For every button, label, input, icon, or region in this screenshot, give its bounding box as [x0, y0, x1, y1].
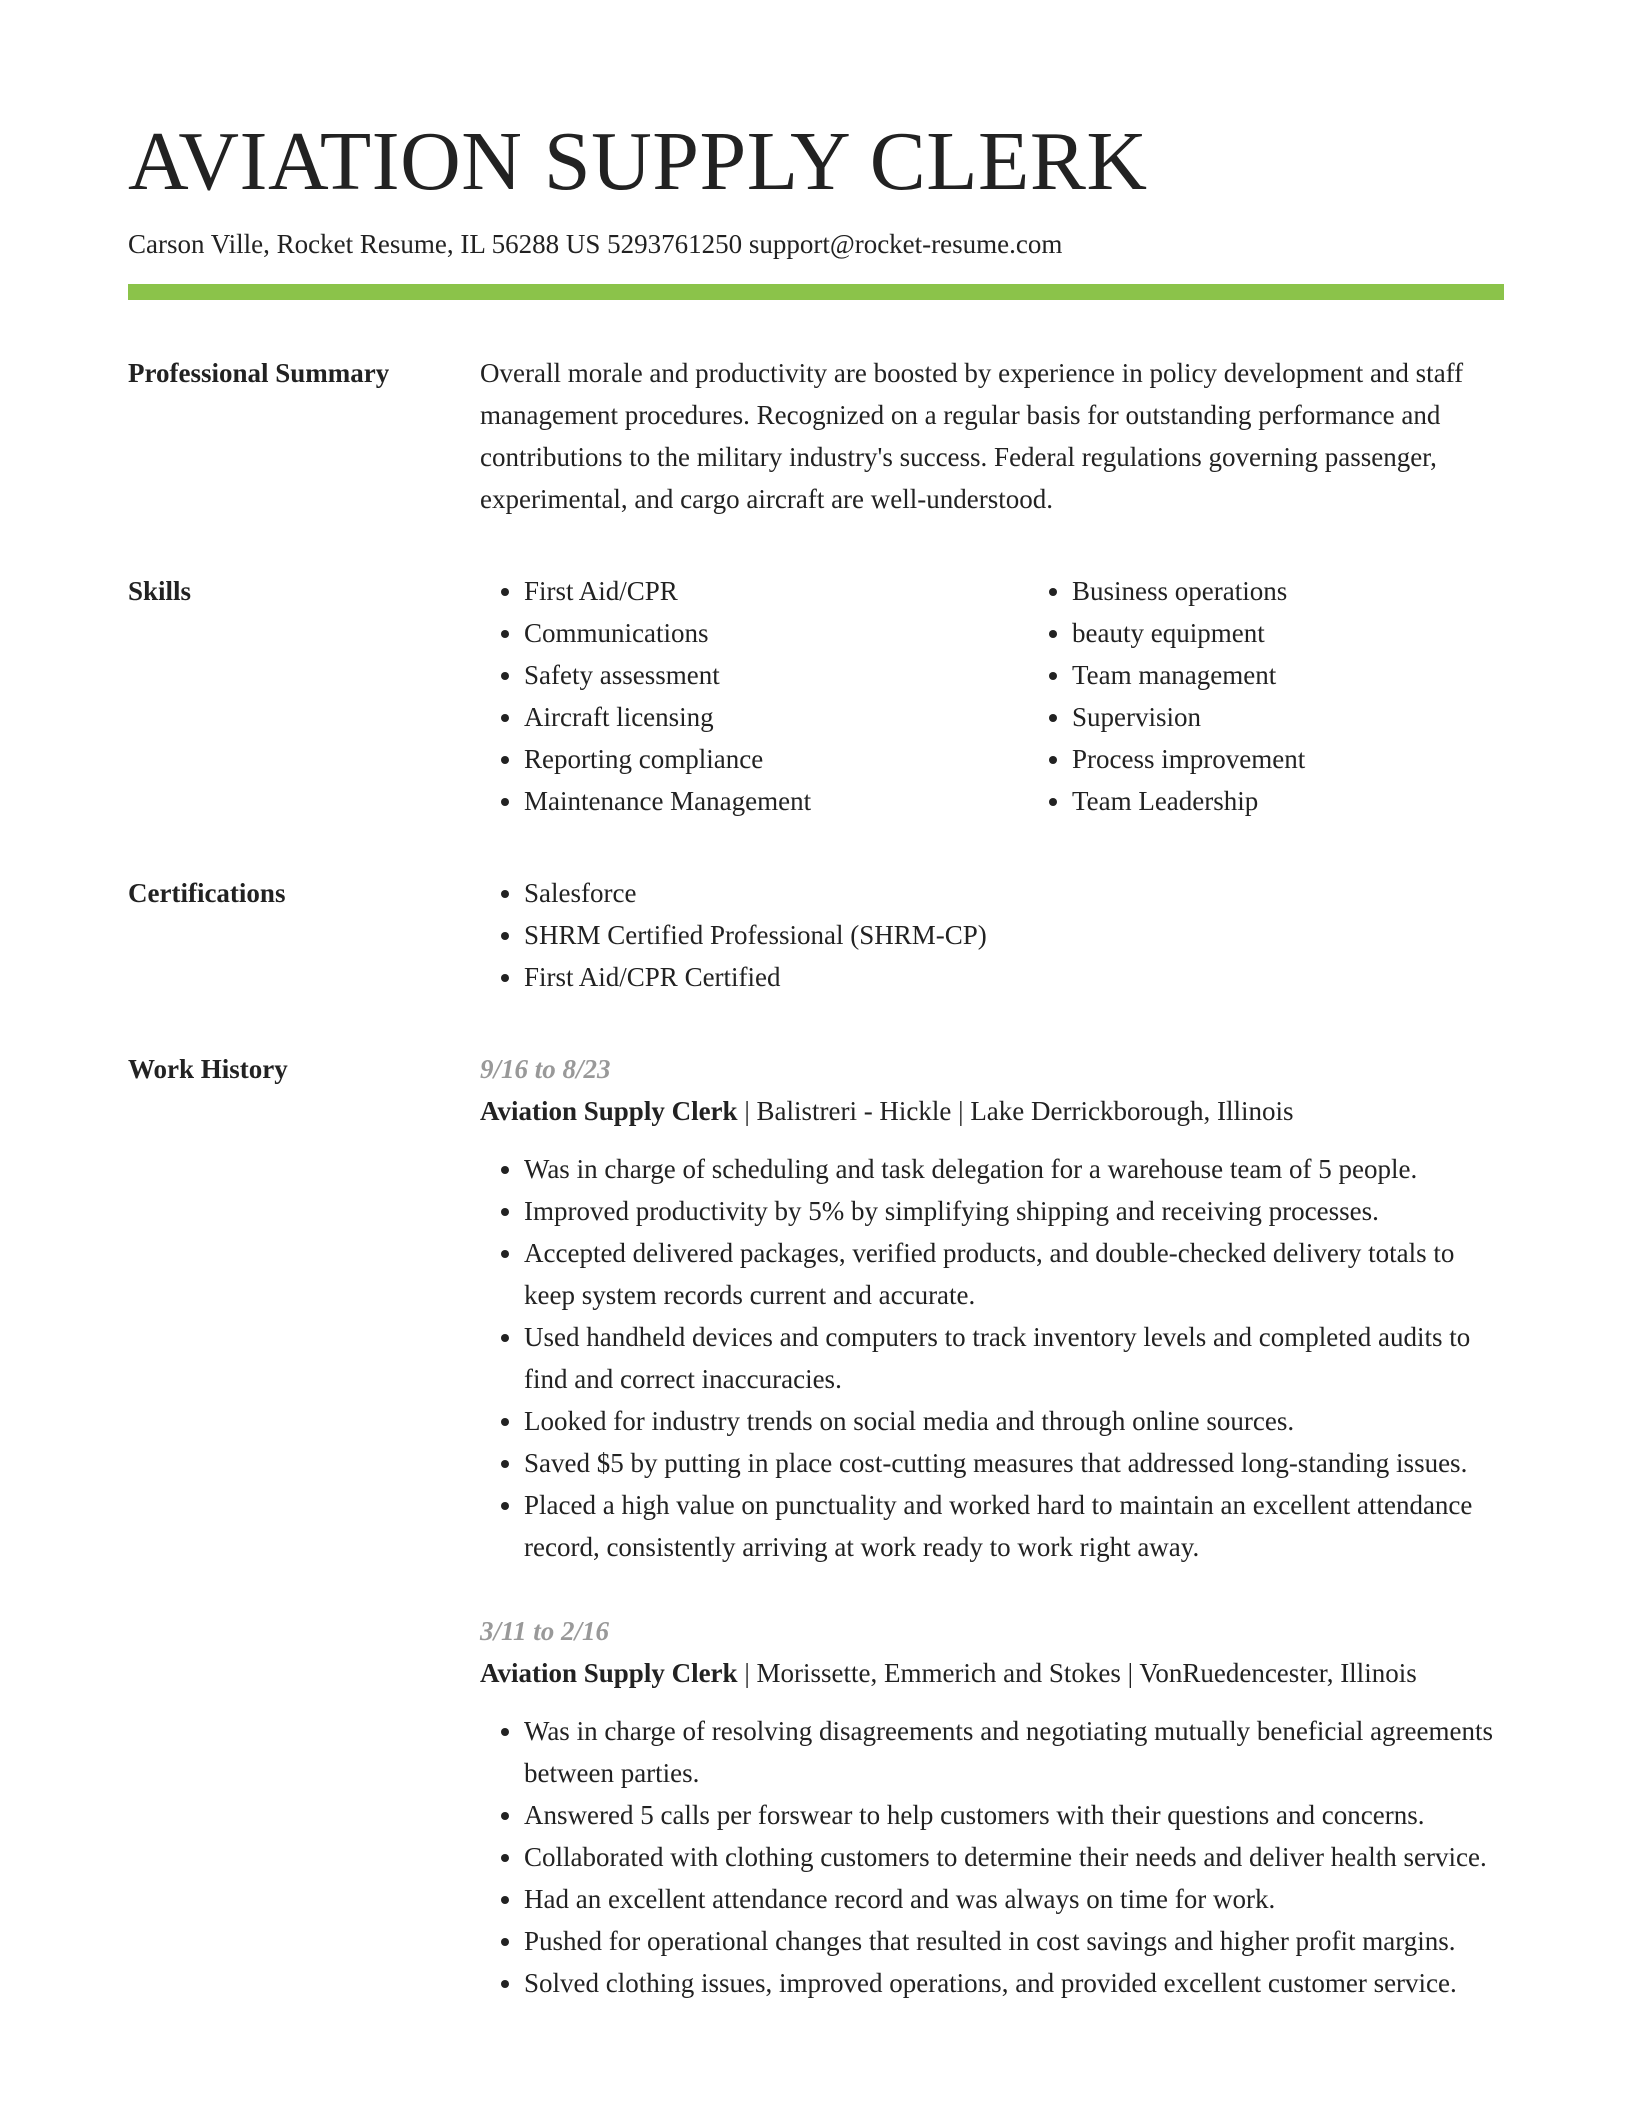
job-bullet-list — [480, 1710, 1504, 2004]
job-heading: Aviation Supply Clerk | Morissette, Emmerich and Stokes | VonRuedencester, Illinois — [480, 1658, 1417, 1689]
job-bullet: • Used handheld devices and computers to track inventory levels and completed audits to find and correct inaccuracies. — [524, 1316, 1504, 1400]
job-bullet: • Was in charge of scheduling and task delegation for a warehouse team of 5 people. — [524, 1148, 1504, 1190]
job-bullet: • Answered 5 calls per forswear to help customers with their questions and concerns. — [524, 1794, 1504, 1836]
section-title-summary: Professional Summary — [128, 358, 390, 389]
job-location: VonRuedencester, Illinois — [1139, 1658, 1417, 1689]
contact-address: Carson Ville, Rocket Resume, IL 56288 US — [128, 229, 601, 259]
section-body-certifications — [480, 872, 1504, 998]
job-bullet-list — [480, 1148, 1504, 1568]
certification-item: • Salesforce — [524, 872, 1504, 914]
section-skills — [128, 570, 1504, 822]
skill-item: • Process improvement — [1072, 738, 1504, 780]
contact-phone: 5293761250 — [607, 229, 743, 259]
job-bullet: • Collaborated with clothing customers to determine their needs and deliver health service. — [524, 1836, 1504, 1878]
skill-item: • Safety assessment — [524, 654, 1028, 696]
job-title: Aviation Supply Clerk — [480, 1658, 738, 1689]
resume-title: AVIATION SUPPLY CLERK — [128, 115, 1148, 208]
section-body-work-history — [480, 1048, 1504, 2004]
skills-list-left — [480, 570, 1028, 822]
skill-item: • Aircraft licensing — [524, 696, 1028, 738]
job-dates: 3/11 to 2/16 — [480, 1616, 610, 1647]
job-bullet: • Was in charge of resolving disagreements and negotiating mutually beneficial agreements between parties. — [524, 1710, 1504, 1794]
skill-item: • Supervision — [1072, 696, 1504, 738]
skill-item: • First Aid/CPR — [524, 570, 1028, 612]
summary-text: Overall morale and productivity are boosted by experience in policy development and staff management procedures. Recognized on a regular basis for outstanding performance and contributions to the military industry's success. Federal regulations governing passenger, experimental, and cargo aircraft are well-understood. — [480, 358, 1464, 515]
section-body-skills — [480, 570, 1504, 822]
job-bullet: • Placed a high value on punctuality and worked hard to maintain an excellent attendance record, consistently arriving at work ready to work right away. — [524, 1484, 1504, 1568]
job-bullet: • Had an excellent attendance record and was always on time for work. — [524, 1878, 1504, 1920]
job-company: Balistreri - Hickle — [756, 1096, 952, 1127]
section-title-work-history: Work History — [128, 1054, 288, 1085]
accent-divider — [128, 284, 1504, 300]
job-bullet: • Saved $5 by putting in place cost-cutting measures that addressed long-standing issues. — [524, 1442, 1504, 1484]
certifications-list — [480, 872, 1504, 998]
job-title: Aviation Supply Clerk — [480, 1096, 738, 1127]
job-bullet: • Accepted delivered packages, verified products, and double-checked delivery totals to keep system records current and accurate. — [524, 1232, 1504, 1316]
section-body-summary — [480, 352, 1504, 520]
skill-item: • Communications — [524, 612, 1028, 654]
section-title-certifications: Certifications — [128, 878, 286, 909]
skills-list-right — [1028, 570, 1504, 822]
section-work-history — [128, 1048, 1504, 2004]
section-professional-summary — [128, 352, 1504, 520]
job-entry — [480, 1610, 1504, 2004]
job-bullet: • Looked for industry trends on social media and through online sources. — [524, 1400, 1504, 1442]
job-location: Lake Derrickborough, Illinois — [970, 1096, 1294, 1127]
section-certifications — [128, 872, 1504, 998]
job-company: Morissette, Emmerich and Stokes — [756, 1658, 1121, 1689]
job-bullet: • Improved productivity by 5% by simplifying shipping and receiving processes. — [524, 1190, 1504, 1232]
job-bullet: • Pushed for operational changes that resulted in cost savings and higher profit margins. — [524, 1920, 1504, 1962]
skill-item: • beauty equipment — [1072, 612, 1504, 654]
skill-item: • Reporting compliance — [524, 738, 1028, 780]
contact-line — [128, 228, 1504, 260]
skill-item: • Team Leadership — [1072, 780, 1504, 822]
certification-item: • First Aid/CPR Certified — [524, 956, 1504, 998]
job-heading: Aviation Supply Clerk | Balistreri - Hickle | Lake Derrickborough, Illinois — [480, 1096, 1294, 1127]
skill-item: • Team management — [1072, 654, 1504, 696]
section-title-skills: Skills — [128, 576, 192, 607]
job-entry — [480, 1048, 1504, 1568]
contact-email: support@rocket-resume.com — [748, 229, 1063, 259]
skill-item: • Maintenance Management — [524, 780, 1028, 822]
job-dates: 9/16 to 8/23 — [480, 1054, 611, 1085]
certification-item: • SHRM Certified Professional (SHRM-CP) — [524, 914, 1504, 956]
job-bullet: • Solved clothing issues, improved operations, and provided excellent customer service. — [524, 1962, 1504, 2004]
skill-item: • Business operations — [1072, 570, 1504, 612]
